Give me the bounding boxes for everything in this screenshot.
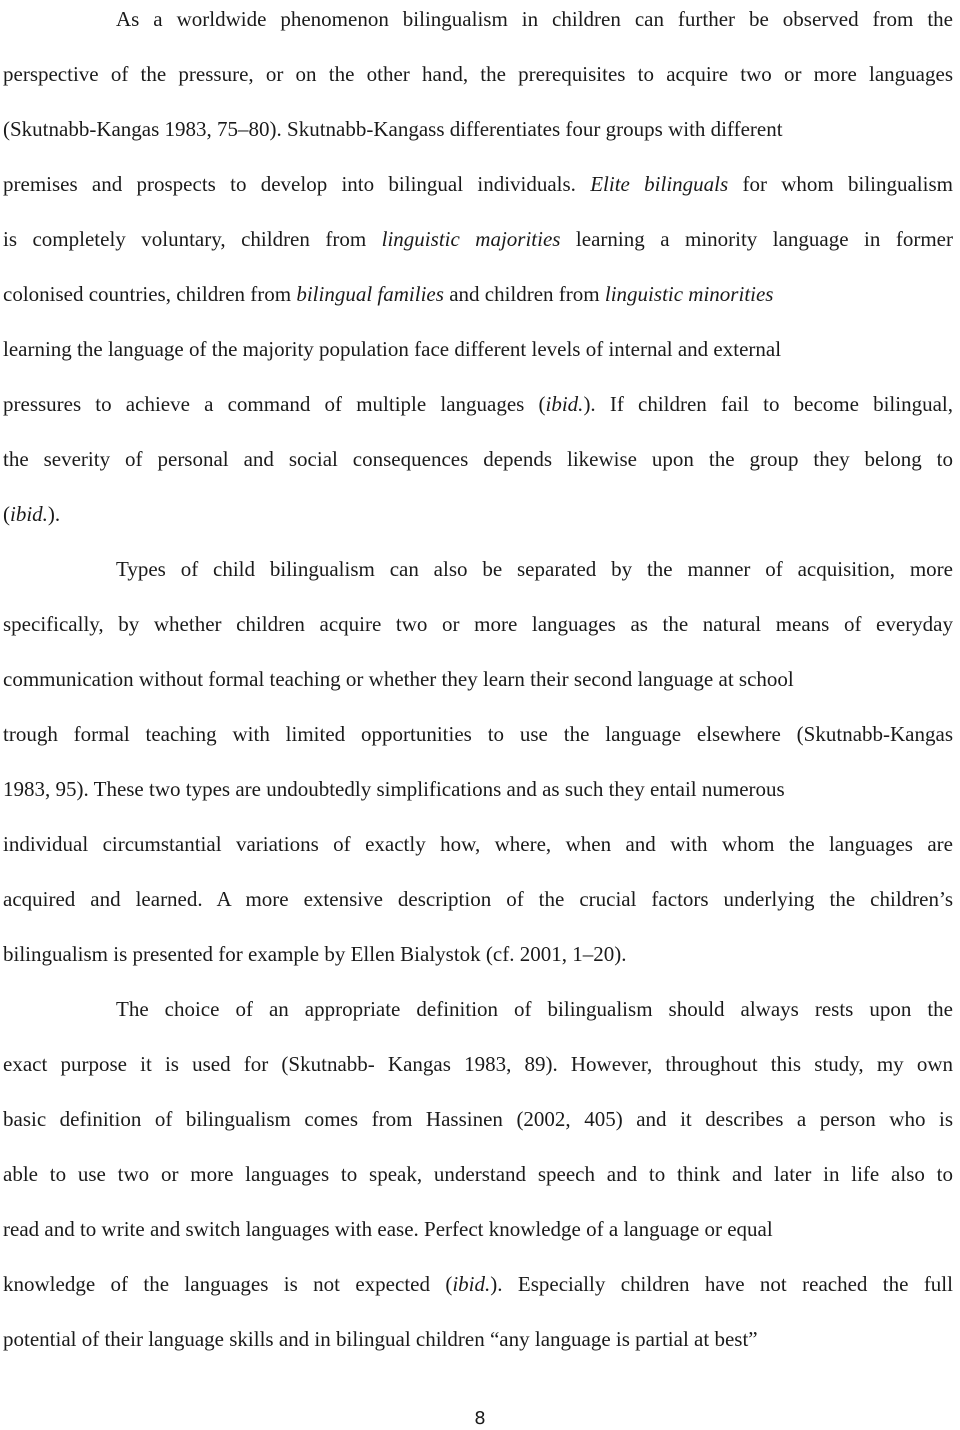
text-run: ). (47, 502, 61, 526)
text-run: colonised countries, children from (3, 282, 297, 306)
text-line (3, 487, 953, 542)
text-line (3, 597, 953, 652)
text-run: potential of their language skills and in bilingual children “any language is partial at best” (3, 1327, 758, 1351)
text-run: pressures to achieve a command of multiple languages ( (3, 392, 546, 416)
text-run: and children from (443, 282, 605, 306)
text-line (3, 652, 953, 707)
paragraph (3, 0, 953, 542)
page-number: 8 (474, 1408, 486, 1429)
text-run: learning a minority language in former (560, 227, 953, 251)
text-run: As a worldwide phenomenon bilingualism in children can further be observed from the (116, 7, 953, 31)
text-run: is completely voluntary, children from (3, 227, 382, 251)
text-run: knowledge of the languages is not expected ( (3, 1272, 453, 1296)
text-run: read and to write and switch languages with ease. Perfect knowledge of a language or equal (3, 1217, 773, 1241)
text-line (3, 267, 953, 322)
italic-text: ibid. (452, 1272, 491, 1296)
text-run: able to use two or more languages to speak, understand speech and to think and later in life also to (3, 1162, 953, 1186)
text-run: perspective of the pressure, or on the other hand, the prerequisites to acquire two or more languages (3, 62, 953, 86)
italic-text: ibid. (545, 392, 584, 416)
text-line (3, 1257, 953, 1312)
text-run: learning the language of the majority population face different levels of internal and external (3, 337, 782, 361)
text-line (3, 762, 953, 817)
paragraph (3, 982, 953, 1367)
text-line (3, 982, 953, 1037)
italic-text: bilingual families (296, 282, 444, 306)
paragraph (3, 542, 953, 982)
text-line (3, 432, 953, 487)
text-run: Types of child bilingualism can also be separated by the manner of acquisition, more (116, 557, 953, 581)
text-run: ( (3, 502, 10, 526)
text-line (3, 0, 953, 47)
text-run: for whom bilingualism (728, 172, 953, 196)
text-run: ). If children fail to become bilingual, (583, 392, 953, 416)
text-line (3, 1037, 953, 1092)
text-line (3, 707, 953, 762)
text-run: acquired and learned. A more extensive description of the crucial factors underlying the children’s (3, 887, 953, 911)
text-line (3, 817, 953, 872)
text-line (3, 322, 953, 377)
text-run: premises and prospects to develop into bilingual individuals. (3, 172, 591, 196)
text-run: (Skutnabb-Kangas 1983, 75–80). Skutnabb-Kangass differentiates four groups with different (3, 117, 783, 141)
text-run: exact purpose it is used for (Skutnabb- Kangas 1983, 89). However, throughout this study, my own (3, 1052, 953, 1076)
text-line (3, 212, 953, 267)
text-run: communication without formal teaching or whether they learn their second language at school (3, 667, 794, 691)
italic-text: ibid. (10, 502, 48, 526)
italic-text: linguistic majorities (381, 227, 561, 251)
text-run: basic definition of bilingualism comes from Hassinen (2002, 405) and it describes a person who is (3, 1107, 953, 1131)
text-run: bilingualism is presented for example by Ellen Bialystok (cf. 2001, 1–20). (3, 942, 627, 966)
text-run: The choice of an appropriate definition of bilingualism should always rests upon the (116, 997, 953, 1021)
body-text (3, 0, 953, 1367)
italic-text: linguistic minorities (604, 282, 774, 306)
text-line (3, 47, 953, 102)
italic-text: Elite bilinguals (590, 172, 729, 196)
text-run: the severity of personal and social consequences depends likewise upon the group they belong to (3, 447, 953, 471)
text-line (3, 542, 953, 597)
text-line (3, 1202, 953, 1257)
text-run: 1983, 95). These two types are undoubtedly simplifications and as such they entail numerous (3, 777, 785, 801)
text-line (3, 157, 953, 212)
text-line (3, 927, 953, 982)
text-line (3, 102, 953, 157)
text-run: trough formal teaching with limited opportunities to use the language elsewhere (Skutnabb-Kangas (3, 722, 953, 746)
text-line (3, 1092, 953, 1147)
text-line (3, 1312, 953, 1367)
text-run: specifically, by whether children acquire two or more languages as the natural means of everyday (3, 612, 954, 636)
text-line (3, 377, 953, 432)
text-line (3, 1147, 953, 1202)
text-run: individual circumstantial variations of exactly how, where, when and with whom the languages are (3, 832, 953, 856)
text-line (3, 872, 953, 927)
text-run: ). Especially children have not reached the full (490, 1272, 953, 1296)
